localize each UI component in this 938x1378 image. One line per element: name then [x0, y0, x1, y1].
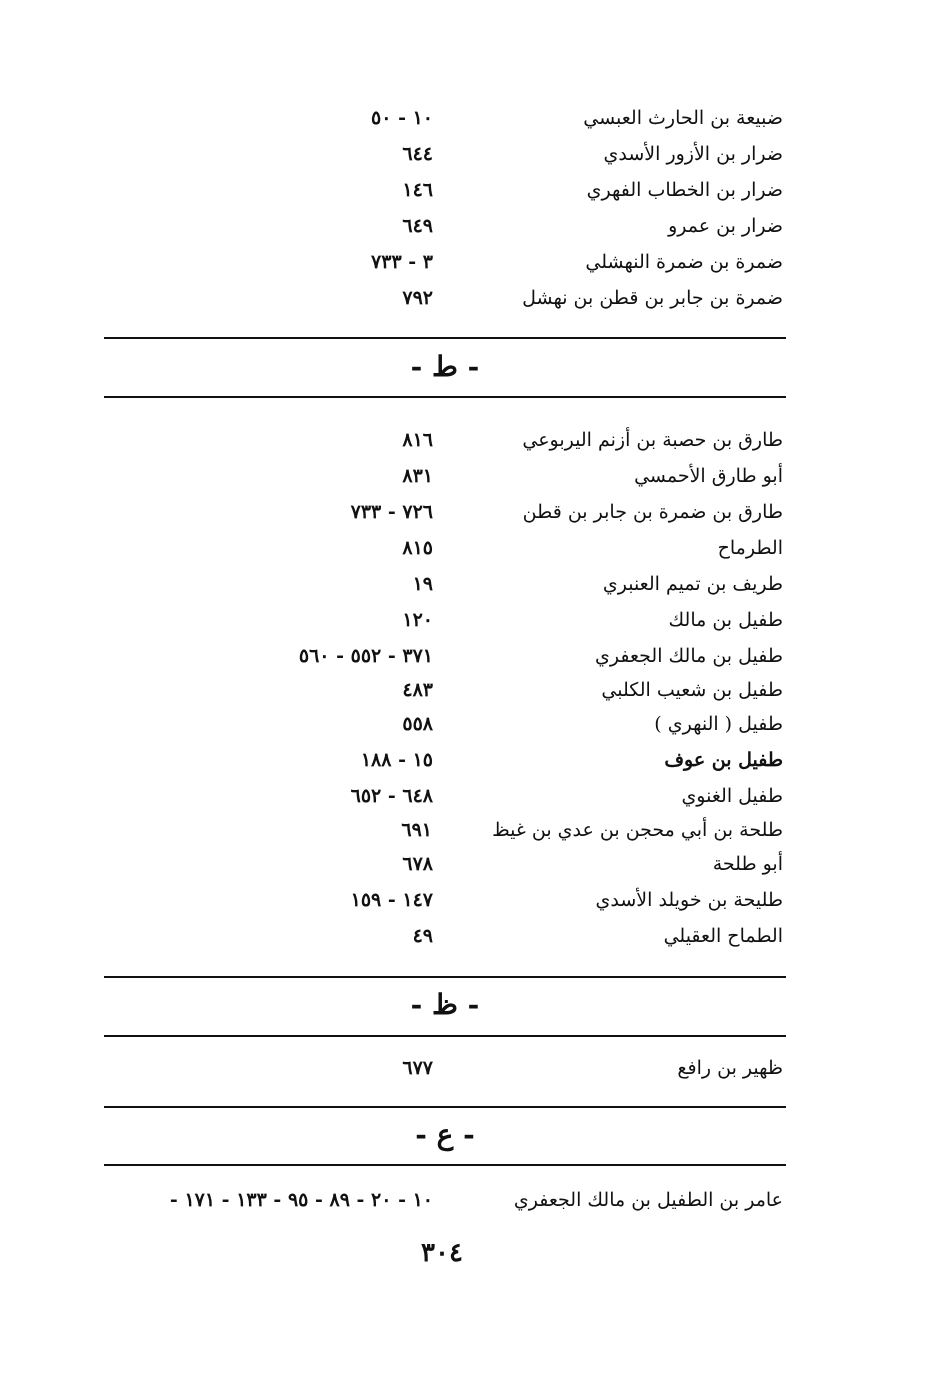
- entry-pages: ١٤٦: [402, 179, 433, 201]
- entry-pages: ٨٣١: [402, 465, 433, 487]
- section-divider: [104, 976, 786, 978]
- entry-name: أبو طارق الأحمسي: [634, 465, 783, 487]
- entry-pages: ٦٧٧: [402, 1057, 433, 1079]
- entry-name: أبو طلحة: [712, 853, 783, 875]
- section-heading-ta: - ط -: [410, 350, 480, 383]
- entry-name: ضرار بن الأزور الأسدي: [603, 143, 783, 165]
- entry-pages: ٦٤٤: [402, 143, 433, 165]
- entry-name: عامر بن الطفيل بن مالك الجعفري: [513, 1189, 783, 1211]
- entry-pages: ٧٩٢: [402, 287, 433, 309]
- entry-name: طفيل بن مالك: [668, 609, 783, 631]
- entry-pages: ١٤٧ - ١٥٩: [350, 889, 433, 911]
- entry-name: ضرار بن عمرو: [668, 215, 783, 237]
- list-item: [0, 812, 938, 848]
- entry-name: ضمرة بن ضمرة النهشلي: [585, 251, 783, 273]
- entry-name: الطماح العقيلي: [663, 925, 783, 947]
- entry-pages: ٣ - ٧٣٣: [371, 251, 433, 273]
- entry-name: طليحة بن خويلد الأسدي: [595, 889, 783, 911]
- list-item: [0, 742, 938, 778]
- list-item: [0, 566, 938, 602]
- list-item: [0, 208, 938, 244]
- list-item: [0, 100, 938, 136]
- section-divider: [104, 1106, 786, 1108]
- list-item: [0, 1182, 938, 1218]
- entry-name: طفيل بن عوف: [664, 749, 783, 771]
- list-item: [0, 602, 938, 638]
- list-item: [0, 778, 938, 814]
- section-divider: [104, 396, 786, 398]
- list-item: [0, 136, 938, 172]
- entry-pages: ٤٨٣: [402, 679, 433, 701]
- list-item: [0, 494, 938, 530]
- list-item: [0, 882, 938, 918]
- section-heading-ain: - ع -: [415, 1118, 475, 1151]
- entry-pages: ١٩: [412, 573, 433, 595]
- list-item: [0, 846, 938, 882]
- list-item: [0, 422, 938, 458]
- list-item: [0, 244, 938, 280]
- entry-name: طارق بن ضمرة بن جابر بن قطن: [522, 501, 783, 523]
- entry-pages: ١٠ - ٢٠ - ٨٩ - ٩٥ - ١٣٣ - ١٧١ -: [169, 1189, 433, 1211]
- entry-pages: ٦٤٩: [402, 215, 433, 237]
- entry-name: طفيل بن مالك الجعفري: [595, 645, 783, 667]
- entry-pages: ٦٤٨ - ٦٥٢: [350, 785, 433, 807]
- list-item: [0, 672, 938, 708]
- entry-name: ضرار بن الخطاب الفهري: [586, 179, 783, 201]
- entry-name: طارق بن حصبة بن أزنم اليربوعي: [522, 429, 783, 451]
- entry-pages: ٦٩١: [401, 819, 432, 841]
- entry-name: طفيل ( النهري ): [654, 713, 783, 735]
- section-heading-za: - ظ -: [410, 988, 480, 1021]
- entry-pages: ١٥ - ١٨٨: [360, 749, 433, 771]
- entry-pages: ٨١٥: [402, 537, 433, 559]
- entry-pages: ٨١٦: [402, 429, 433, 451]
- entry-pages: ٧٢٦ - ٧٣٣: [350, 501, 433, 523]
- entry-name: ضمرة بن جابر بن قطن بن نهشل: [522, 287, 783, 309]
- page-number: ٣٠٤: [421, 1238, 463, 1268]
- entry-name: طفيل بن شعيب الكلبي: [601, 679, 783, 701]
- entry-pages: ٤٩: [412, 925, 433, 947]
- section-divider: [104, 1164, 786, 1166]
- section-divider: [104, 1035, 786, 1037]
- entry-name: ظهير بن رافع: [677, 1057, 783, 1079]
- list-item: [0, 458, 938, 494]
- list-item: [0, 706, 938, 742]
- entry-pages: ٦٧٨: [402, 853, 433, 875]
- entry-pages: ٣٧١ - ٥٥٢ - ٥٦٠: [298, 645, 433, 667]
- list-item: [0, 1050, 938, 1086]
- list-item: [0, 530, 938, 566]
- entry-name: طريف بن تميم العنبري: [602, 573, 783, 595]
- entry-pages: ١٢٠: [402, 609, 433, 631]
- list-item: [0, 638, 938, 674]
- list-item: [0, 172, 938, 208]
- entry-name: طفيل الغنوي: [681, 785, 783, 807]
- list-item: [0, 918, 938, 954]
- entry-name: الطرماح: [717, 537, 783, 559]
- list-item: [0, 280, 938, 316]
- entry-pages: ١٠ - ٥٠: [371, 107, 433, 129]
- entry-name: طلحة بن أبي محجن بن عدي بن غيظ: [492, 819, 783, 841]
- entry-pages: ٥٥٨: [402, 713, 433, 735]
- section-divider: [104, 337, 786, 339]
- entry-name: ضبيعة بن الحارث العبسي: [583, 107, 783, 129]
